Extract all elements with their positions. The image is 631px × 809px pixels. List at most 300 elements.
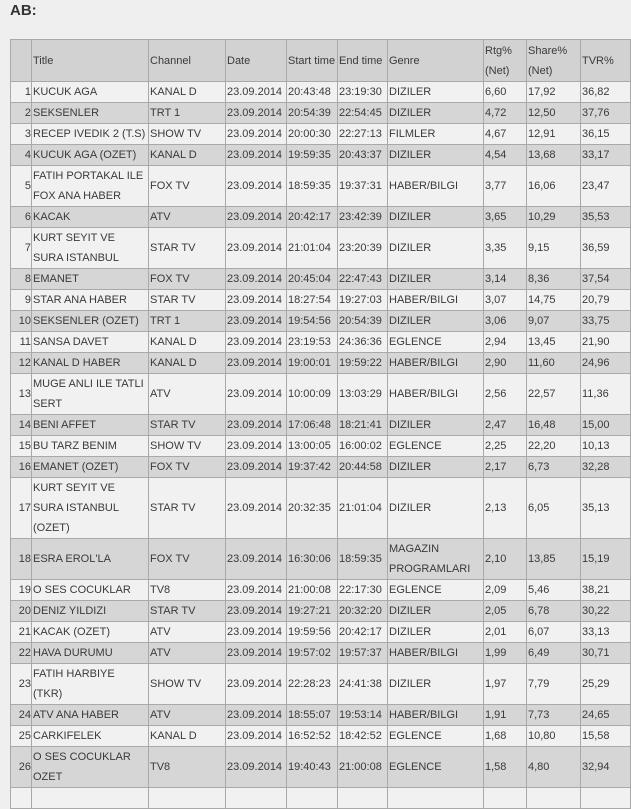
cell-share: 6,49 xyxy=(527,643,581,664)
cell-rank: 14 xyxy=(11,415,32,436)
cell-start-time: 19:59:35 xyxy=(287,145,338,166)
table-row xyxy=(11,124,631,145)
table-row xyxy=(11,664,631,705)
cell-title: MUGE ANLI ILE TATLI SERT xyxy=(32,374,149,415)
cell-genre: HABER/BILGI xyxy=(388,643,484,664)
cell-genre: EGLENCE xyxy=(388,747,484,788)
cell-date: 23.09.2014 xyxy=(226,478,287,539)
cell-rank: 8 xyxy=(11,269,32,290)
cell-title: KACAK (OZET) xyxy=(32,622,149,643)
cell-rank: 23 xyxy=(11,664,32,705)
cell-rating: 3,77 xyxy=(484,166,527,207)
cell-title: SEKSENLER (OZET) xyxy=(32,311,149,332)
cell-rating: 2,01 xyxy=(484,622,527,643)
cell-rating: 2,94 xyxy=(484,332,527,353)
cell-rating: 2,10 xyxy=(484,539,527,580)
cell-end-time: 22:54:45 xyxy=(338,103,388,124)
cell-end-time: 23:19:30 xyxy=(338,82,388,103)
cell-end-time: 16:00:02 xyxy=(338,436,388,457)
cell-title: STAR ANA HABER xyxy=(32,290,149,311)
cell-tvr: 23,47 xyxy=(581,166,631,207)
cell-rank: 7 xyxy=(11,228,32,269)
cell-date: 23.09.2014 xyxy=(226,705,287,726)
cell-channel: STAR TV xyxy=(149,228,226,269)
cell-end-time: 22:27:13 xyxy=(338,124,388,145)
cell-tvr: 33,17 xyxy=(581,145,631,166)
cell-rating: 1,99 xyxy=(484,643,527,664)
cell-title: FATIH PORTAKAL ILE FOX ANA HABER xyxy=(32,166,149,207)
cell-end-time: 20:32:20 xyxy=(338,601,388,622)
cell-share: 8,36 xyxy=(527,269,581,290)
cell-rating: 2,05 xyxy=(484,601,527,622)
cell-genre: DIZILER xyxy=(388,228,484,269)
cell-date: 23.09.2014 xyxy=(226,622,287,643)
cell-end-time: 19:59:22 xyxy=(338,353,388,374)
cell-tvr: 15,00 xyxy=(581,415,631,436)
cell-genre: DIZILER xyxy=(388,415,484,436)
column-header-tvr: TVR% xyxy=(581,40,631,82)
cell-channel: TV8 xyxy=(149,747,226,788)
table-row xyxy=(11,478,631,539)
cell-channel: TRT 1 xyxy=(149,311,226,332)
cell-tvr: 33,13 xyxy=(581,622,631,643)
cell-title: O SES COCUKLAR xyxy=(32,580,149,601)
column-header-rank xyxy=(11,40,32,82)
cell-channel: ATV xyxy=(149,622,226,643)
cell-end-time: 21:00:08 xyxy=(338,747,388,788)
cell-rating: 1,91 xyxy=(484,705,527,726)
cell-end-time: 22:17:30 xyxy=(338,580,388,601)
cell-rank: 18 xyxy=(11,539,32,580)
column-header-genre: Genre xyxy=(388,40,484,82)
cell-start-time: 18:27:54 xyxy=(287,290,338,311)
cell-title: FATIH HARBIYE (TKR) xyxy=(32,664,149,705)
cell-tvr: 32,28 xyxy=(581,457,631,478)
cell-start-time: 16:52:52 xyxy=(287,726,338,747)
cell-genre: DIZILER xyxy=(388,82,484,103)
cell-share: 16,06 xyxy=(527,166,581,207)
cell-rating: 2,47 xyxy=(484,415,527,436)
cell-date: 23.09.2014 xyxy=(226,353,287,374)
cell-title: KACAK xyxy=(32,207,149,228)
cell-rank: 9 xyxy=(11,290,32,311)
cell-date: 23.09.2014 xyxy=(226,374,287,415)
cell-rank: 3 xyxy=(11,124,32,145)
cell-title: HAVA DURUMU xyxy=(32,643,149,664)
cell-empty xyxy=(527,788,581,809)
cell-end-time: 18:42:52 xyxy=(338,726,388,747)
cell-rating: 2,25 xyxy=(484,436,527,457)
table-row xyxy=(11,374,631,415)
cell-genre: DIZILER xyxy=(388,664,484,705)
cell-channel: STAR TV xyxy=(149,601,226,622)
cell-date: 23.09.2014 xyxy=(226,124,287,145)
cell-empty xyxy=(11,788,32,809)
cell-rank: 6 xyxy=(11,207,32,228)
cell-rank: 5 xyxy=(11,166,32,207)
cell-date: 23.09.2014 xyxy=(226,103,287,124)
cell-start-time: 20:45:04 xyxy=(287,269,338,290)
cell-rating: 4,54 xyxy=(484,145,527,166)
table-row xyxy=(11,436,631,457)
cell-share: 14,75 xyxy=(527,290,581,311)
cell-genre: DIZILER xyxy=(388,601,484,622)
cell-title: RECEP IVEDIK 2 (T.S) xyxy=(32,124,149,145)
cell-title: SEKSENLER xyxy=(32,103,149,124)
table-header-row xyxy=(11,40,631,82)
table-row xyxy=(11,539,631,580)
cell-start-time: 19:57:02 xyxy=(287,643,338,664)
cell-rank: 11 xyxy=(11,332,32,353)
cell-tvr: 24,65 xyxy=(581,705,631,726)
table-row xyxy=(11,601,631,622)
cell-share: 9,15 xyxy=(527,228,581,269)
table-row xyxy=(11,82,631,103)
table-row xyxy=(11,580,631,601)
cell-empty xyxy=(149,788,226,809)
cell-genre: FILMLER xyxy=(388,124,484,145)
cell-channel: TRT 1 xyxy=(149,103,226,124)
cell-share: 16,48 xyxy=(527,415,581,436)
cell-start-time: 19:27:21 xyxy=(287,601,338,622)
cell-genre: MAGAZIN PROGRAMLARI xyxy=(388,539,484,580)
cell-empty xyxy=(388,788,484,809)
cell-tvr: 24,96 xyxy=(581,353,631,374)
cell-channel: KANAL D xyxy=(149,145,226,166)
cell-title: KURT SEYIT VE SURA ISTANBUL (OZET) xyxy=(32,478,149,539)
cell-tvr: 30,71 xyxy=(581,643,631,664)
cell-rank: 1 xyxy=(11,82,32,103)
cell-end-time: 23:20:39 xyxy=(338,228,388,269)
cell-date: 23.09.2014 xyxy=(226,290,287,311)
cell-end-time: 21:01:04 xyxy=(338,478,388,539)
cell-start-time: 20:32:35 xyxy=(287,478,338,539)
cell-channel: FOX TV xyxy=(149,539,226,580)
table-row xyxy=(11,457,631,478)
cell-rating: 3,06 xyxy=(484,311,527,332)
cell-tvr: 10,13 xyxy=(581,436,631,457)
cell-start-time: 10:00:09 xyxy=(287,374,338,415)
column-header-share: Share% (Net) xyxy=(527,40,581,82)
table-row xyxy=(11,747,631,788)
cell-genre: EGLENCE xyxy=(388,726,484,747)
cell-empty xyxy=(32,788,149,809)
cell-start-time: 18:55:07 xyxy=(287,705,338,726)
cell-genre: DIZILER xyxy=(388,622,484,643)
cell-share: 10,29 xyxy=(527,207,581,228)
cell-tvr: 20,79 xyxy=(581,290,631,311)
table-row xyxy=(11,726,631,747)
cell-rating: 2,13 xyxy=(484,478,527,539)
cell-start-time: 19:59:56 xyxy=(287,622,338,643)
cell-empty xyxy=(484,788,527,809)
cell-channel: ATV xyxy=(149,705,226,726)
column-header-channel: Channel xyxy=(149,40,226,82)
cell-tvr: 37,76 xyxy=(581,103,631,124)
table-row xyxy=(11,705,631,726)
cell-share: 12,91 xyxy=(527,124,581,145)
cell-date: 23.09.2014 xyxy=(226,601,287,622)
table-row xyxy=(11,166,631,207)
cell-rank: 15 xyxy=(11,436,32,457)
cell-empty xyxy=(287,788,338,809)
cell-tvr: 36,15 xyxy=(581,124,631,145)
cell-tvr: 30,22 xyxy=(581,601,631,622)
cell-date: 23.09.2014 xyxy=(226,82,287,103)
cell-rank: 21 xyxy=(11,622,32,643)
cell-end-time: 19:57:37 xyxy=(338,643,388,664)
table-row xyxy=(11,353,631,374)
cell-share: 5,46 xyxy=(527,580,581,601)
cell-date: 23.09.2014 xyxy=(226,415,287,436)
cell-share: 9,07 xyxy=(527,311,581,332)
cell-title: ATV ANA HABER xyxy=(32,705,149,726)
table-row xyxy=(11,228,631,269)
cell-tvr: 35,13 xyxy=(581,478,631,539)
cell-share: 22,57 xyxy=(527,374,581,415)
cell-title: O SES COCUKLAR OZET xyxy=(32,747,149,788)
column-header-date: Date xyxy=(226,40,287,82)
cell-rank: 19 xyxy=(11,580,32,601)
cell-end-time: 20:42:17 xyxy=(338,622,388,643)
cell-share: 13,68 xyxy=(527,145,581,166)
cell-channel: FOX TV xyxy=(149,457,226,478)
cell-start-time: 16:30:06 xyxy=(287,539,338,580)
table-row-partial xyxy=(11,788,631,809)
cell-rank: 2 xyxy=(11,103,32,124)
ratings-table xyxy=(10,39,631,809)
cell-end-time: 22:47:43 xyxy=(338,269,388,290)
cell-date: 23.09.2014 xyxy=(226,726,287,747)
cell-tvr: 11,36 xyxy=(581,374,631,415)
cell-genre: EGLENCE xyxy=(388,436,484,457)
cell-tvr: 25,29 xyxy=(581,664,631,705)
table-row xyxy=(11,269,631,290)
cell-title: SANSA DAVET xyxy=(32,332,149,353)
cell-rating: 1,58 xyxy=(484,747,527,788)
cell-channel: KANAL D xyxy=(149,726,226,747)
cell-title: BU TARZ BENIM xyxy=(32,436,149,457)
cell-channel: SHOW TV xyxy=(149,124,226,145)
cell-genre: DIZILER xyxy=(388,145,484,166)
cell-tvr: 36,82 xyxy=(581,82,631,103)
cell-start-time: 21:01:04 xyxy=(287,228,338,269)
cell-start-time: 19:00:01 xyxy=(287,353,338,374)
cell-genre: HABER/BILGI xyxy=(388,166,484,207)
cell-rank: 17 xyxy=(11,478,32,539)
cell-channel: SHOW TV xyxy=(149,436,226,457)
cell-share: 11,60 xyxy=(527,353,581,374)
cell-title: BENI AFFET xyxy=(32,415,149,436)
cell-channel: STAR TV xyxy=(149,415,226,436)
cell-start-time: 20:43:48 xyxy=(287,82,338,103)
cell-end-time: 24:41:38 xyxy=(338,664,388,705)
column-header-start-time: Start time xyxy=(287,40,338,82)
cell-end-time: 13:03:29 xyxy=(338,374,388,415)
cell-title: EMANET xyxy=(32,269,149,290)
table-row xyxy=(11,207,631,228)
cell-genre: EGLENCE xyxy=(388,332,484,353)
cell-channel: TV8 xyxy=(149,580,226,601)
cell-genre: EGLENCE xyxy=(388,580,484,601)
cell-channel: FOX TV xyxy=(149,269,226,290)
cell-end-time: 20:54:39 xyxy=(338,311,388,332)
cell-end-time: 19:27:03 xyxy=(338,290,388,311)
cell-rank: 26 xyxy=(11,747,32,788)
cell-share: 17,92 xyxy=(527,82,581,103)
cell-date: 23.09.2014 xyxy=(226,166,287,207)
cell-title: ESRA EROL'LA xyxy=(32,539,149,580)
cell-genre: DIZILER xyxy=(388,457,484,478)
cell-rank: 10 xyxy=(11,311,32,332)
cell-channel: KANAL D xyxy=(149,82,226,103)
column-header-rating: Rtg% (Net) xyxy=(484,40,527,82)
cell-rank: 22 xyxy=(11,643,32,664)
cell-tvr: 15,58 xyxy=(581,726,631,747)
cell-genre: DIZILER xyxy=(388,311,484,332)
cell-channel: KANAL D xyxy=(149,353,226,374)
cell-channel: KANAL D xyxy=(149,332,226,353)
cell-title: KUCUK AGA xyxy=(32,82,149,103)
table-row xyxy=(11,332,631,353)
cell-rating: 4,72 xyxy=(484,103,527,124)
cell-genre: HABER/BILGI xyxy=(388,290,484,311)
cell-channel: ATV xyxy=(149,374,226,415)
cell-end-time: 18:59:35 xyxy=(338,539,388,580)
cell-empty xyxy=(226,788,287,809)
cell-rank: 24 xyxy=(11,705,32,726)
cell-empty xyxy=(338,788,388,809)
cell-end-time: 23:42:39 xyxy=(338,207,388,228)
cell-rating: 4,67 xyxy=(484,124,527,145)
cell-start-time: 20:42:17 xyxy=(287,207,338,228)
cell-genre: HABER/BILGI xyxy=(388,705,484,726)
column-header-title: Title xyxy=(32,40,149,82)
cell-start-time: 22:28:23 xyxy=(287,664,338,705)
cell-rating: 2,90 xyxy=(484,353,527,374)
cell-share: 22,20 xyxy=(527,436,581,457)
cell-start-time: 19:54:56 xyxy=(287,311,338,332)
cell-share: 6,78 xyxy=(527,601,581,622)
cell-share: 7,79 xyxy=(527,664,581,705)
cell-title: KUCUK AGA (OZET) xyxy=(32,145,149,166)
cell-channel: STAR TV xyxy=(149,478,226,539)
cell-rating: 6,60 xyxy=(484,82,527,103)
cell-start-time: 13:00:05 xyxy=(287,436,338,457)
cell-date: 23.09.2014 xyxy=(226,747,287,788)
cell-share: 7,73 xyxy=(527,705,581,726)
cell-tvr: 38,21 xyxy=(581,580,631,601)
cell-rating: 3,35 xyxy=(484,228,527,269)
cell-start-time: 21:00:08 xyxy=(287,580,338,601)
cell-date: 23.09.2014 xyxy=(226,664,287,705)
cell-title: KURT SEYIT VE SURA ISTANBUL xyxy=(32,228,149,269)
cell-date: 23.09.2014 xyxy=(226,311,287,332)
cell-genre: DIZILER xyxy=(388,103,484,124)
cell-end-time: 20:44:58 xyxy=(338,457,388,478)
table-row xyxy=(11,103,631,124)
cell-rating: 3,65 xyxy=(484,207,527,228)
cell-share: 4,80 xyxy=(527,747,581,788)
cell-rank: 4 xyxy=(11,145,32,166)
cell-date: 23.09.2014 xyxy=(226,643,287,664)
table-row xyxy=(11,290,631,311)
cell-channel: ATV xyxy=(149,207,226,228)
cell-end-time: 24:36:36 xyxy=(338,332,388,353)
cell-rating: 3,14 xyxy=(484,269,527,290)
cell-date: 23.09.2014 xyxy=(226,436,287,457)
cell-tvr: 37,54 xyxy=(581,269,631,290)
cell-empty xyxy=(581,788,631,809)
cell-date: 23.09.2014 xyxy=(226,539,287,580)
cell-end-time: 18:21:41 xyxy=(338,415,388,436)
cell-start-time: 18:59:35 xyxy=(287,166,338,207)
cell-title: EMANET (OZET) xyxy=(32,457,149,478)
cell-channel: SHOW TV xyxy=(149,664,226,705)
cell-share: 6,05 xyxy=(527,478,581,539)
cell-date: 23.09.2014 xyxy=(226,332,287,353)
table-row xyxy=(11,643,631,664)
cell-date: 23.09.2014 xyxy=(226,228,287,269)
cell-channel: ATV xyxy=(149,643,226,664)
cell-rating: 2,17 xyxy=(484,457,527,478)
cell-tvr: 15,19 xyxy=(581,539,631,580)
cell-rating: 2,09 xyxy=(484,580,527,601)
cell-share: 10,80 xyxy=(527,726,581,747)
cell-rating: 1,68 xyxy=(484,726,527,747)
cell-end-time: 19:37:31 xyxy=(338,166,388,207)
table-row xyxy=(11,145,631,166)
cell-tvr: 32,94 xyxy=(581,747,631,788)
cell-rating: 3,07 xyxy=(484,290,527,311)
table-row xyxy=(11,311,631,332)
cell-rank: 25 xyxy=(11,726,32,747)
table-row xyxy=(11,415,631,436)
cell-share: 6,07 xyxy=(527,622,581,643)
cell-rank: 16 xyxy=(11,457,32,478)
cell-title: KANAL D HABER xyxy=(32,353,149,374)
cell-start-time: 17:06:48 xyxy=(287,415,338,436)
cell-start-time: 20:00:30 xyxy=(287,124,338,145)
cell-share: 12,50 xyxy=(527,103,581,124)
cell-start-time: 19:37:42 xyxy=(287,457,338,478)
cell-share: 13,85 xyxy=(527,539,581,580)
cell-end-time: 20:43:37 xyxy=(338,145,388,166)
cell-title: DENIZ YILDIZI xyxy=(32,601,149,622)
cell-end-time: 19:53:14 xyxy=(338,705,388,726)
cell-share: 13,45 xyxy=(527,332,581,353)
cell-tvr: 33,75 xyxy=(581,311,631,332)
cell-genre: DIZILER xyxy=(388,478,484,539)
cell-rank: 20 xyxy=(11,601,32,622)
cell-tvr: 21,90 xyxy=(581,332,631,353)
table-row xyxy=(11,622,631,643)
cell-date: 23.09.2014 xyxy=(226,207,287,228)
cell-genre: HABER/BILGI xyxy=(388,374,484,415)
cell-title: CARKIFELEK xyxy=(32,726,149,747)
cell-date: 23.09.2014 xyxy=(226,145,287,166)
cell-genre: DIZILER xyxy=(388,207,484,228)
column-header-end-time: End time xyxy=(338,40,388,82)
cell-channel: STAR TV xyxy=(149,290,226,311)
cell-date: 23.09.2014 xyxy=(226,457,287,478)
cell-tvr: 35,53 xyxy=(581,207,631,228)
cell-date: 23.09.2014 xyxy=(226,580,287,601)
cell-date: 23.09.2014 xyxy=(226,269,287,290)
section-heading: AB: xyxy=(10,2,37,19)
cell-start-time: 23:19:53 xyxy=(287,332,338,353)
cell-genre: HABER/BILGI xyxy=(388,353,484,374)
